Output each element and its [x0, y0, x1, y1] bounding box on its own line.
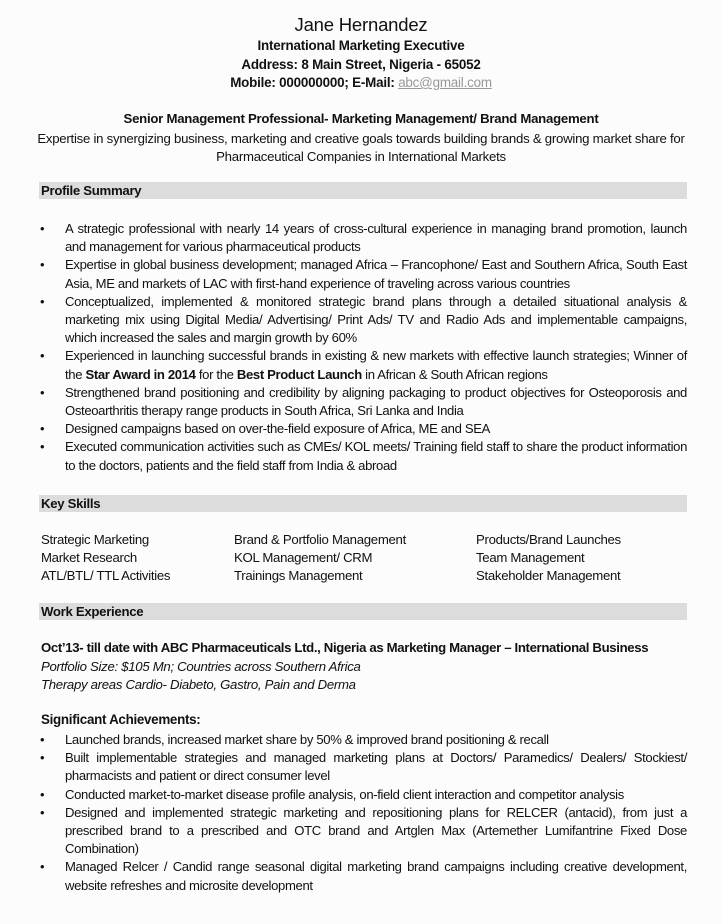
list-item-text: Launched brands, increased market share by 50% & improved brand positioning & recall: [65, 732, 549, 747]
list-item: [39, 293, 687, 348]
bullet-icon: •: [40, 257, 45, 273]
skill-item: Brand & Portfolio Management: [234, 532, 406, 547]
list-item-text: Executed communication activities such as CMEs/ KOL meets/ Training field staff to share the product information to the doctors, patients and the field staff from India & abroad: [65, 439, 687, 473]
skill-item: ATL/BTL/ TTL Activities: [41, 568, 171, 583]
list-item-text: Designed campaigns based on over-the-field exposure of Africa, ME and SEA: [65, 421, 490, 437]
portfolio-size: Portfolio Size: $105 Mn; Countries across Southern Africa: [41, 659, 361, 674]
list-item-text: Experienced in launching successful brands in existing & new markets with effective launch strategies; Winner of the: [65, 348, 687, 382]
intro-statement: Expertise in synergizing business, marketing and creative goals towards building brands & growing market share for Pharmaceutical Companies in International Markets: [37, 131, 685, 164]
bullet-icon: •: [40, 786, 45, 802]
section-heading-work-experience: Work Experience: [39, 603, 687, 620]
achievements-heading: Significant Achievements:: [41, 712, 201, 727]
skills-column: [41, 531, 170, 585]
candidate-name: Jane Hernandez: [294, 14, 428, 35]
bullet-icon: •: [40, 348, 45, 364]
skill-item: Products/Brand Launches: [476, 532, 621, 547]
list-item-text: for the: [195, 366, 237, 382]
award-name: Star Award in 2014: [85, 366, 196, 382]
list-item-text: Conducted market-to-market disease profile analysis, on-field client interaction and competitor analysis: [65, 786, 624, 802]
list-item-text: Managed Relcer / Candid range seasonal digital marketing brand campaigns including creative development, website refreshes and microsite development: [65, 859, 687, 893]
job-details: [41, 658, 361, 694]
list-item-text: Expertise in global business development; managed Africa – Francophone/ East and Southern Africa, South East Asia, ME and markets of LAC with first-hand experience of traveling across various countries: [65, 257, 687, 291]
bullet-icon: •: [40, 293, 45, 309]
job-title: Oct’13- till date with ABC Pharmaceuticals Ltd., Nigeria as Marketing Manager – International Business: [41, 640, 649, 655]
bullet-icon: •: [40, 750, 45, 766]
list-item: [39, 256, 687, 292]
list-item-text: Conceptualized, implemented & monitored strategic brand plans through a detailed situational analysis & marketing mix using Digital Media/ Advertising/ Print Ads/ TV and Radio Ads and implementable campaigns, which increased the sales and margin growth by 60%: [65, 293, 687, 346]
list-item: [39, 858, 687, 894]
list-item: [39, 347, 687, 383]
list-item-text: Designed and implemented strategic marketing and repositioning plans for RELCER (antacid), from just a prescribed brand to a prescribed and OTC brand and Artglen Max (Artemether Lumifantrine Fixed Dose Combination): [65, 804, 687, 857]
list-item-text: Strengthened brand positioning and credibility by aligning packaging to product objectives for Osteoporosis and Osteoarthritis therapy range products in South Africa, Sri Lanka and India: [65, 384, 687, 419]
bullet-icon: •: [40, 384, 45, 400]
section-heading-profile-summary: Profile Summary: [39, 182, 687, 199]
bullet-icon: •: [40, 421, 45, 437]
list-item: [39, 384, 687, 420]
bullet-icon: •: [40, 859, 45, 875]
professional-tagline: Senior Management Professional- Marketing Management/ Brand Management: [123, 111, 599, 126]
list-item: [39, 731, 687, 749]
skill-item: KOL Management/ CRM: [234, 550, 373, 565]
skill-item: Market Research: [41, 550, 137, 565]
list-item-text: Built implementable strategies and managed marketing plans at Doctors/ Paramedics/ Dealers/ Stockiest/ pharmacists and patient or direct consumer level: [65, 750, 687, 784]
skill-item: Trainings Management: [234, 568, 363, 583]
list-item: [39, 786, 687, 804]
list-item: [39, 420, 687, 438]
achievements-list: [39, 731, 687, 895]
list-item: [39, 749, 687, 785]
skills-column: [476, 531, 621, 585]
email-link[interactable]: abc@gmail.com: [398, 75, 492, 90]
list-item: [39, 438, 687, 474]
address: Address: 8 Main Street, Nigeria - 65052: [241, 57, 481, 72]
bullet-icon: •: [40, 804, 45, 820]
list-item-text: A strategic professional with nearly 14 years of cross-cultural experience in managing brand promotion, launch and management for various pharmaceutical products: [65, 221, 687, 255]
bullet-icon: •: [40, 221, 45, 236]
skill-item: Stakeholder Management: [476, 568, 621, 583]
bullet-icon: •: [40, 732, 45, 747]
list-item: [39, 804, 687, 859]
list-item: [39, 220, 687, 256]
skill-item: Strategic Marketing: [41, 532, 149, 547]
skills-column: [234, 531, 406, 585]
bullet-icon: •: [40, 439, 45, 455]
therapy-areas: Therapy areas Cardio- Diabeto, Gastro, Pain and Derma: [41, 677, 356, 692]
candidate-title: International Marketing Executive: [257, 38, 465, 53]
award-category: Best Product Launch: [236, 366, 362, 382]
skill-item: Team Management: [476, 550, 585, 565]
list-item-text: in African & South African regions: [361, 366, 548, 382]
mobile-label: Mobile: 000000000; E-Mail:: [230, 75, 399, 90]
section-heading-key-skills: Key Skills: [39, 495, 687, 512]
contact-line: [0, 75, 722, 90]
profile-summary-list: [39, 220, 687, 475]
